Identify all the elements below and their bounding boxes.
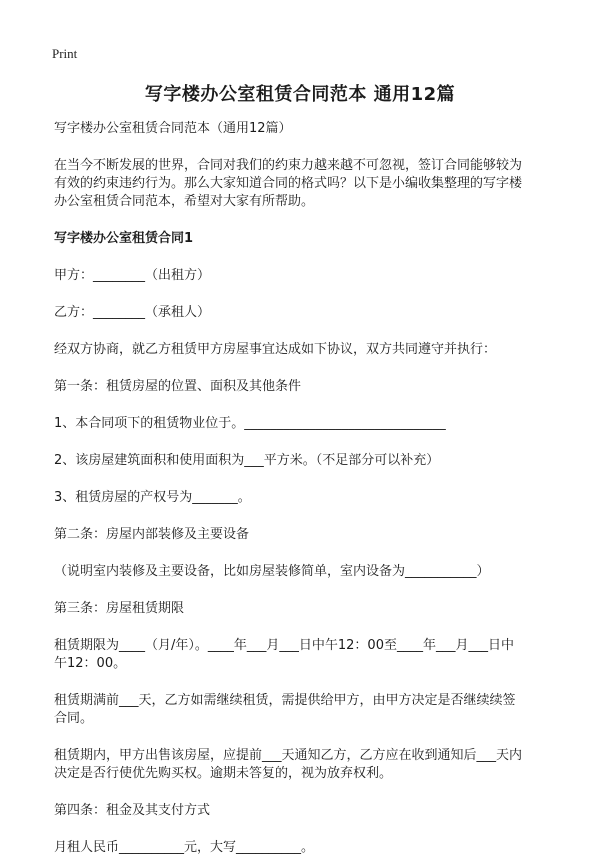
- agreement-line: 经双方协商，就乙方租赁甲方房屋事宜达成如下协议，双方共同遵守并执行：: [54, 342, 497, 357]
- document-body: [54, 120, 554, 857]
- article3-line: 午12：00。: [54, 656, 127, 671]
- article3-line: 租赁期限为____（月/年）。____年___月___日中午12：00至____年___月___日中: [54, 638, 514, 653]
- article4-title: 第四条：租金及其支付方式: [54, 803, 211, 818]
- article1-item: 2、该房屋建筑面积和使用面积为___平方米。（不足部分可以补充）: [54, 453, 440, 468]
- article4-rent: 月租人民币__________元，大写__________。: [54, 840, 315, 855]
- subtitle: 写字楼办公室租赁合同范本（通用12篇）: [54, 121, 292, 136]
- article1-item: 1、本合同项下的租赁物业位于。_______________________________: [54, 416, 446, 431]
- article1-title: 第一条：租赁房屋的位置、面积及其他条件: [54, 379, 302, 394]
- article3-term: [54, 637, 554, 673]
- contract-heading: 写字楼办公室租赁合同1: [54, 231, 194, 246]
- party-a-line: 甲方：________（出租方）: [54, 268, 211, 283]
- article3-renew: [54, 692, 554, 728]
- article3-title: 第三条：房屋租赁期限: [54, 601, 185, 616]
- intro-line: 在当今不断发展的世界，合同对我们的约束力越来越不可忽视，签订合同能够较为: [54, 158, 523, 173]
- article2-desc: （说明室内装修及主要设备，比如房屋装修简单，室内设备为___________）: [54, 564, 490, 579]
- article3-line: 租赁期满前___天，乙方如需继续租赁，需提供给甲方，由甲方决定是否继续续签: [54, 693, 516, 708]
- intro-line: 办公室租赁合同范本，希望对大家有所帮助。: [54, 194, 315, 209]
- intro-paragraph: [54, 157, 554, 211]
- print-link[interactable]: Print: [52, 46, 78, 61]
- article3-sale: [54, 747, 554, 783]
- article3-line: 租赁期内，甲方出售该房屋，应提前___天通知乙方，乙方应在收到通知后___天内: [54, 748, 523, 763]
- party-b-line: 乙方：________（承租人）: [54, 305, 211, 320]
- page-title: 写字楼办公室租赁合同范本 通用12篇: [144, 84, 456, 105]
- article3-line: 决定是否行使优先购买权。逾期未答复的，视为放弃权利。: [54, 766, 393, 781]
- article1-item: 3、租赁房屋的产权号为_______。: [54, 490, 251, 505]
- article3-line: 合同。: [54, 711, 94, 726]
- article2-title: 第二条：房屋内部装修及主要设备: [54, 527, 250, 542]
- intro-line: 有效的约束违约行为。那么大家知道合同的格式吗？以下是小编收集整理的写字楼: [54, 176, 523, 191]
